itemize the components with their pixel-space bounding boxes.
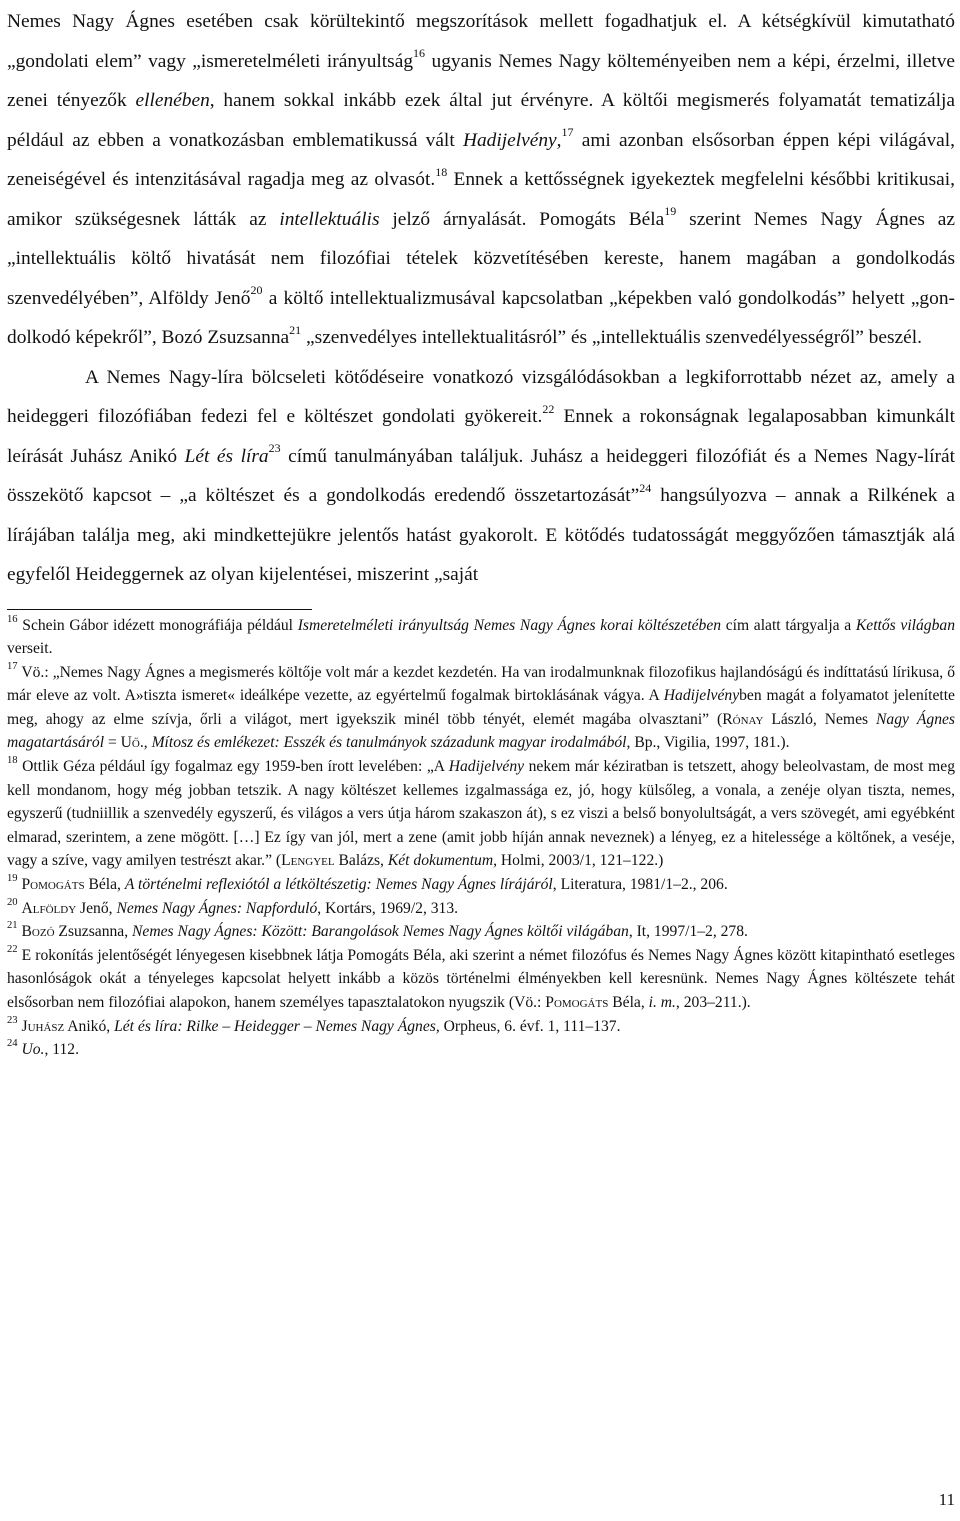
footnote-ref-17[interactable]: 17 xyxy=(561,125,574,140)
footnote-ref-16[interactable]: 16 xyxy=(413,46,426,61)
footnote-ref-23[interactable]: 23 xyxy=(268,441,281,456)
footnote-18: $^{18}$ Ottlik Géza például így fogalmaz egy 1959-ben írott levelében: „A Hadijelvény nekem már kéziratban is tetszett, ahogy beleolvastam, de most meg kell mondanom, hogy még jobban tetszik. A nagy költészet kellemes izgalmassága ez, jó, hogy külsőleg, a vonala, a zenéje olyan tiszta, nemes, egyszerű (tudniillik a szenvedély egyszerű, és világos a vers útja három szakaszon át), s ez viszi a belső bonyolultságát, a vers szövegét, ami egyébként elmarad, szerintem, a zene mögött. […] Ez így van jól, mert a zene (amit jobb híján annak neveznek) a lényeg, ez a hitelessége a költőnek, a veséje, vagy a szíve, vagy amilyen testrészt akar.” (Lengyel Balázs, Két dokumentum, Holmi, 2003/1, 121–122.) xyxy=(7,755,955,870)
footnote-ref-19[interactable]: 19 xyxy=(664,204,677,219)
footnote-19: $^{19}$ Pomogáts Béla, A történelmi reflexiótól a létköltészetig: Nemes Nagy Ágnes lírájáról, Literatura, 1981/1–2., 206. xyxy=(7,873,728,894)
footnote-ref-20[interactable]: 20 xyxy=(250,283,263,298)
body-text xyxy=(7,0,955,595)
paragraph-1: Nemes Nagy Ágnes esetében csak körültekintő megszorítások mellett fogadhatjuk el. A kétségkívül kimutatható „gondolati elem” vagy „ismeretelméleti irányultság$^{16}$ ugyanis Nemes Nagy költeményeiben nem a képi, érzelmi, illetve zenei tényezők ellenében, hanem sokkal inkább ezek által jut érvényre. A költői megismerés folyamatát tematizálja például az ebben a vonatkozásban emblematikussá vált Hadijelvény,$^{17}$ ami azonban elsősorban éppen képi világával, zeneiségével és intenzitásával ragadja meg az olvasót.$^{18}$ Ennek a kettősségnek igyekeztek megfelelni későbbi kritikusai, amikor szükségesnek látták az intellektuális jelző árnyalását. Pomogáts Béla$^{19}$ szerint Nemes Nagy Ágnes az „intellektuális költő hivatását nem filozófiai tételek közvetítésében kereste, hanem magában a gondolkodás szenvedélyében”, Alföldy Jenő$^{20}$ a költő intellektualizmusával kapcsolatban „képekben való gondolkodás” helyett „gondolkodó képekről”, Bozó Zsuzsanna$^{21}$ „szenvedélyes intellektualitásról” és „intellektuális szenvedélyességről” beszél. xyxy=(7,11,956,348)
footnote-16: $^{16}$ Schein Gábor idézett monográfiája például Ismeretelméleti irányultság Nemes Nagy Ágnes korai költészetében cím alatt tárgyalja a Kettős világban verseit. xyxy=(7,613,955,658)
footnote-ref-24[interactable]: 24 xyxy=(639,480,652,495)
footnotes xyxy=(7,614,955,1062)
footnote-ref-21[interactable]: 21 xyxy=(289,322,302,337)
paragraph-2: A Nemes Nagy-líra bölcseleti kötődéseire vonatkozó vizsgálódásokban a legkiforrottabb nézet az, amely a heideggeri filozófiában fedezi fel e költészet gondolati gyökereit.$^{22}$ Ennek a rokonságnak legalaposabban kimunkált leírását Juhász Anikó Lét és líra$^{23}$ című tanulmányában találjuk. Juhász a heideggeri filozófiát és a Nemes Nagy-lírát összekötő kapcsot – „a költészet és a gondolkodás eredendő összetartozását”$^{24}$ hangsúlyozva – annak a Rilkének a lírájában találja meg, aki mindkettejükre jelentős hatást gyakorolt. E kötődés tudatosságát meggyőzően támasztják alá egyfelől Heideggernek az olyan kijelentései, miszerint „saját xyxy=(7,366,956,585)
footnote-20: $^{20}$ Alföldy Jenő, Nemes Nagy Ágnes: Napforduló, Kortárs, 1969/2, 313. xyxy=(7,896,459,917)
footnote-separator xyxy=(7,609,312,610)
footnote-17: $^{17}$ Vö.: „Nemes Nagy Ágnes a megismerés költője volt már a kezdet kezdetén. Ha van irodalmunknak filozofikus hajlandóságú és indíttatású lírikusa, ő már eleve az volt. A»tiszta ismeret« ideálképe vezette, az egyértelmű fogalmak birtoklásának vágya. A Hadijelvényben magát a folyamatot jelenítette meg, ahogy az elme szívja, őrli a világot, mert igyekszik minél több tényét, elemét magába olvasztani” (Rónay László, Nemes Nagy Ágnes magatartásáról = Uő., Mítosz és emlékezet: Esszék és tanulmányok századunk magyar irodalmából, Bp., Vigilia, 1997, 181.). xyxy=(7,660,955,752)
footnote-23: $^{23}$ Juhász Anikó, Lét és líra: Rilke – Heidegger – Nemes Nagy Ágnes, Orpheus, 6. évf. 1, 111–137. xyxy=(7,1014,621,1035)
footnote-ref-18[interactable]: 18 xyxy=(435,164,448,179)
page-number: 11 xyxy=(938,1490,955,1509)
footnote-21: $^{21}$ Bozó Zsuzsanna, Nemes Nagy Ágnes: Között: Barangolások Nemes Nagy Ágnes költői világában, It, 1997/1–2, 278. xyxy=(7,920,748,941)
document-page xyxy=(7,0,955,1062)
footnote-24: $^{24}$ Uo., 112. xyxy=(7,1038,79,1059)
footnote-22: $^{22}$ E rokonítás jelentőségét lényegesen kisebbnek látja Pomogáts Béla, aki szerint a német filozófus és Nemes Nagy Ágnes között kitapintható esetleges hasonlóságok okát a tényeleges kapcsolat helyett inkább a közös történelmi élményekben kell keresnünk. Nemes Nagy Ágnes költészete tehát elsősorban nem filozófiai alapokon, hanem személyes tapasztalatokon nyugszik (Vö.: Pomogáts Béla, i. m., 203–211.). xyxy=(7,944,955,1011)
footnote-ref-22[interactable]: 22 xyxy=(542,401,555,416)
